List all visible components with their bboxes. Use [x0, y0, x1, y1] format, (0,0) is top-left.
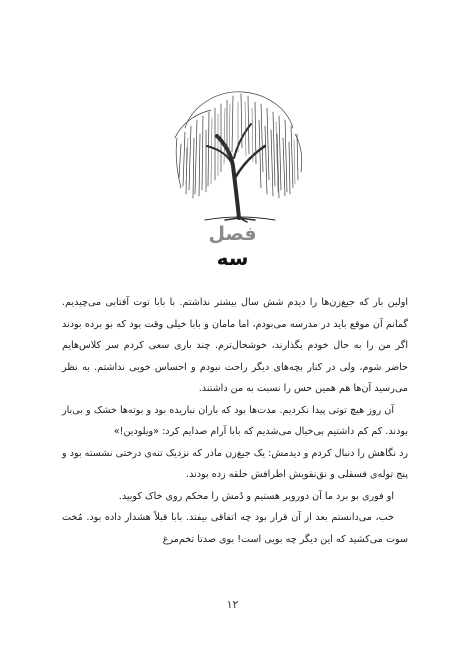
- paragraph: آن روز هیچ توتی پیدا نکردیم. مدت‌ها بود که باران نباریده بود و بوته‌ها خشک و بی‌بار بودند. کم کم داشتیم بی‌خیال می‌شدیم که بابا آرام صدایم کرد: «ویلودین!»: [62, 404, 408, 437]
- willow-tree-illustration: [155, 68, 315, 228]
- chapter-body: [62, 292, 408, 550]
- chapter-number: سه: [216, 246, 249, 270]
- chapter-label: فصل: [208, 223, 257, 245]
- paragraph: اولین بار که جیغ‌زن‌ها را دیدم شش سال بیشتر نداشتم. با بابا توت آفتابی می‌چیدیم. گمانم آن موقع باید در مدرسه می‌بودم، اما مامان و بابا خیلی وقت بود که بو برده بودند اگر من را به حال خودم بگذارند، خوشحال‌ترم. چند باری سعی کردم سر کلاس‌هایم حاضر شوم، ولی در کنار بچه‌های دیگر راحت نبودم و احساس خوبی نداشتم. به نظر می‌رسید آن‌ها هم همین حس را نسبت به من داشتند.: [62, 297, 408, 394]
- paragraph: رد نگاهش را دنبال کردم و دیدمش: یک جیغ‌زن مادر که نزدیک تنه‌ی درختی نشسته بود و پنج توله‌ی فسقلی و نق‌نقویش اطرافش حلقه زده بودند.: [62, 447, 408, 480]
- paragraph: خب، می‌دانستم بعد از آن قرار بود چه اتفاقی بیفتد. بابا قبلاً هشدار داده بود. مُخت سوت می‌کشید که این دیگر چه بویی است! بوی صدتا تخم‌مرغ: [62, 512, 408, 545]
- page-number: ۱۲: [226, 598, 239, 611]
- paragraph: او فوری بو برد ما آن دوروبر هستیم و دُمش را محکم روی خاک کوبید.: [118, 490, 394, 502]
